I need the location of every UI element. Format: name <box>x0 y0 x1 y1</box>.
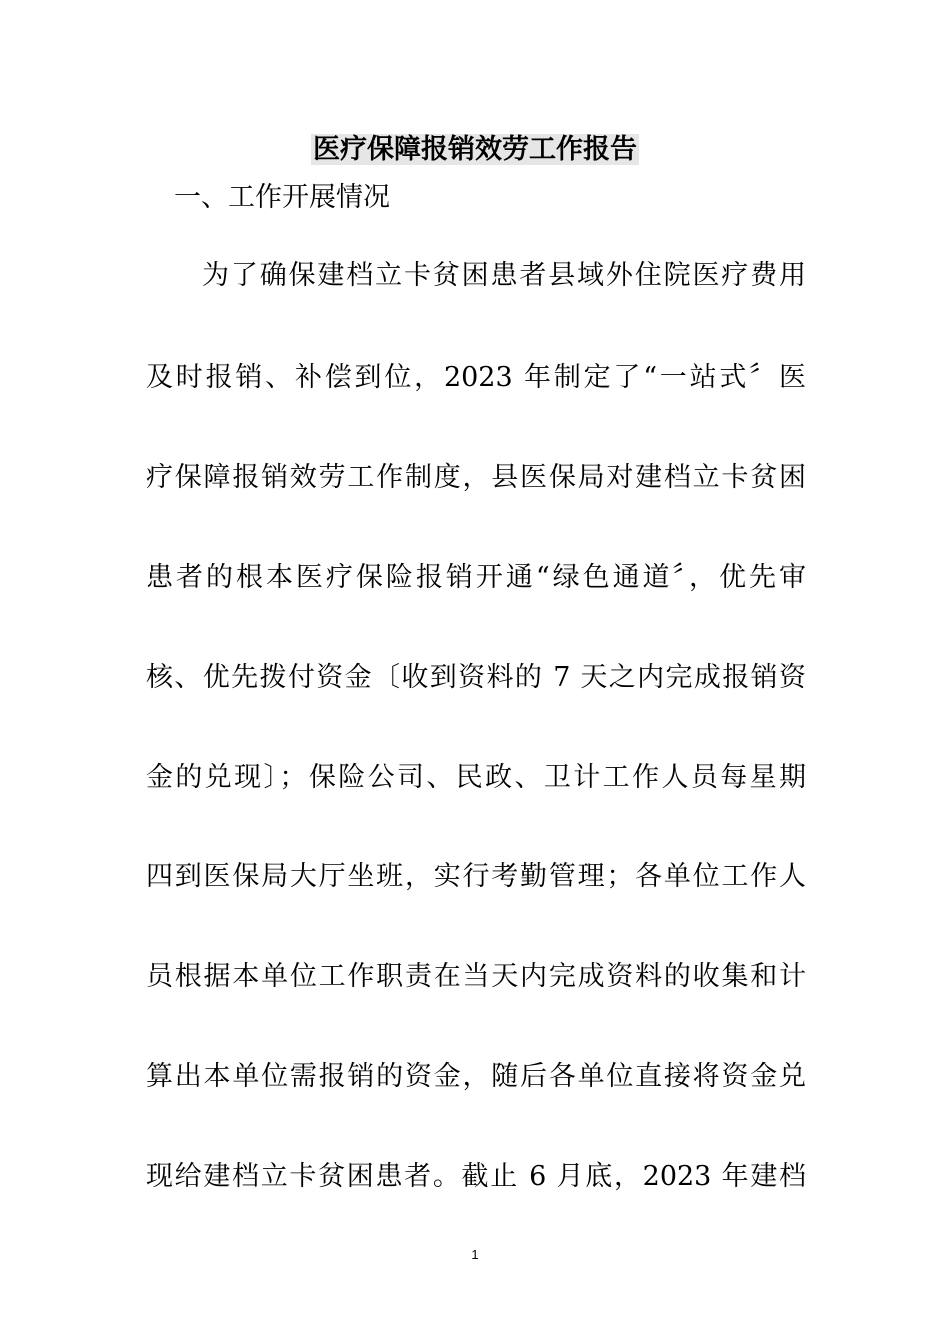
paragraph-line: 四到医保局大厅坐班，实行考勤管理；各单位工作人 <box>146 861 806 892</box>
page-number: 1 <box>471 1247 479 1262</box>
paragraph-line: 为了确保建档立卡贫困患者县域外住院医疗费用 <box>202 260 806 291</box>
paragraph-line: 患者的根本医疗保险报销开通“绿色通道〞，优先审 <box>146 562 806 593</box>
paragraph-line: 算出本单位需报销的资金，随后各单位直接将资金兑 <box>146 1061 806 1092</box>
paragraph-line: 核、优先拨付资金〔收到资料的 7 天之内完成报销资 <box>146 662 806 693</box>
document-title-text: 医疗保障报销效劳工作报告 <box>313 134 637 165</box>
document-title <box>0 128 950 172</box>
paragraph-line: 金的兑现〕；保险公司、民政、卫计工作人员每星期 <box>146 762 806 793</box>
paragraph-line: 员根据本单位工作职责在当天内完成资料的收集和计 <box>146 961 806 992</box>
paragraph-line: 及时报销、补偿到位，2023 年制定了“一站式〞医 <box>146 362 806 393</box>
paragraph-line: 现给建档立卡贫困患者。截止 6 月底，2023 年建档 <box>146 1161 806 1192</box>
paragraph-line: 疗保障报销效劳工作制度，县医保局对建档立卡贫困 <box>146 462 806 493</box>
section-heading: 一、工作开展情况 <box>174 182 390 213</box>
